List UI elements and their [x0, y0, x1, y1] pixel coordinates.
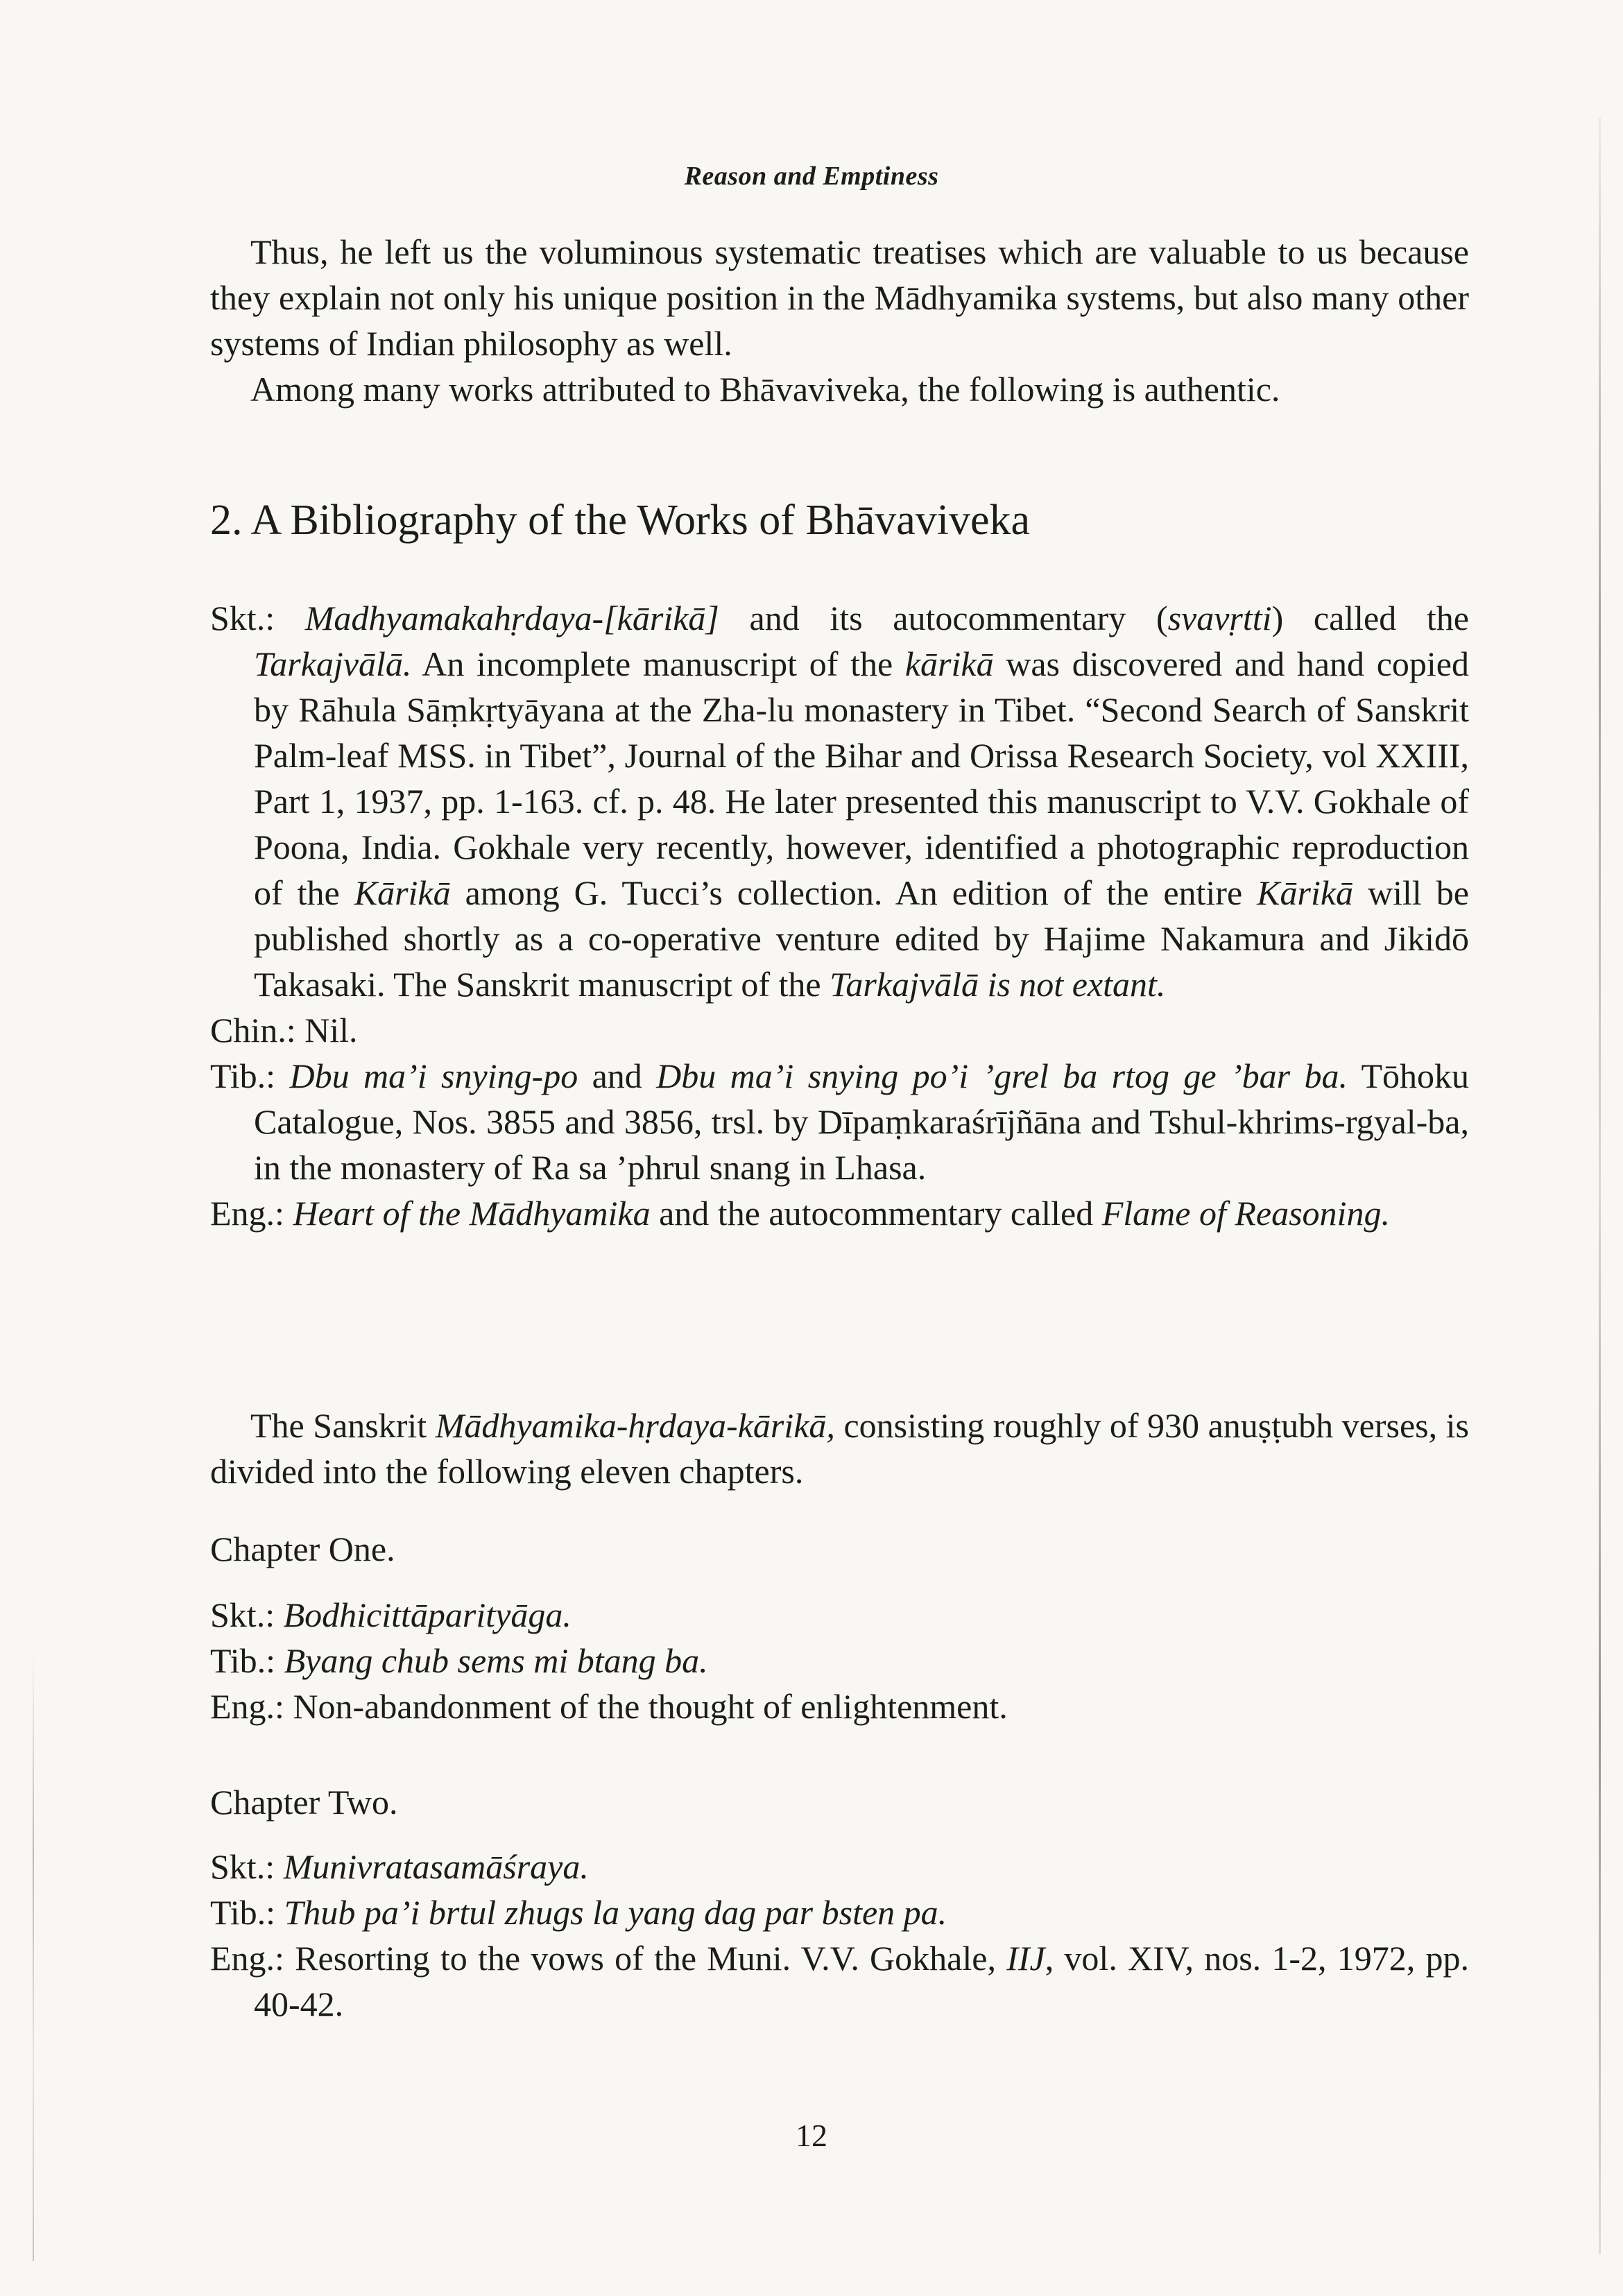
- skt-label: Skt.:: [210, 599, 275, 637]
- chapter-one-tib: [210, 1638, 1469, 1684]
- chapter-one-title: Chapter One.: [210, 1530, 395, 1568]
- skt-tarkajvala: Tarkajvālā.: [254, 644, 412, 683]
- intro-block: [210, 229, 1469, 412]
- tib-rest: Tōhoku Catalogue, Nos. 3855 and 3856, trsl. by Dīpaṃkaraśrījñāna and Tshul-khrims-rgyal-ba, in the monastery of Ra sa ’phrul snang in Lhasa.: [254, 1056, 1470, 1187]
- skt-karika-3: Kārikā: [1257, 873, 1354, 912]
- eng-title-1: Heart of the Mādhyamika: [293, 1194, 651, 1233]
- chapter-two-skt-label: Skt.:: [210, 1847, 275, 1886]
- skt-title: Madhyamakahṛdaya-[kārikā]: [304, 599, 719, 637]
- chapter-two-eng-journal: IIJ: [1006, 1939, 1045, 1978]
- skt-text-3: An incomplete manuscript of the: [411, 644, 905, 683]
- chapter-one-eng-text: Non-abandonment of the thought of enlightenment.: [293, 1687, 1008, 1726]
- chapter-one-skt: [210, 1592, 1469, 1638]
- bib-entry-chin: [210, 1007, 1469, 1053]
- chapter-one-tib-title: Byang chub sems mi btang ba.: [284, 1641, 708, 1680]
- chapter-one-skt-title: Bodhicittāparityāga.: [283, 1595, 572, 1634]
- tib-title-2: Dbu ma’i snying po’i ’grel ba rtog ge ’bar ba.: [656, 1056, 1348, 1095]
- skt-text-4: was discovered and hand copied by Rāhula Sāṃkṛtyāyana at the Zha-lu monastery in Tibet. “Second Search of Sanskrit Palm-leaf MSS. in Tibet”, Journal of the Bihar and Orissa Research Society, vol XXIII, Part 1, 1937, pp. 1-163. cf. p. 48. He later presented this manuscript to V.V. Gokhale of Poona, India. Gokhale very recently, however, identified a photographic reproduction of the: [254, 644, 1469, 912]
- eng-label: Eng.:: [210, 1194, 284, 1233]
- chapter-one-entries: [210, 1592, 1469, 1729]
- tib-title-1: Dbu ma’i snying-po: [289, 1056, 578, 1095]
- bib-entry-eng: [210, 1190, 1469, 1236]
- chapter-one-tib-label: Tib.:: [210, 1641, 276, 1680]
- chapter-two-eng-text-1: Resorting to the vows of the Muni. V.V. Gokhale,: [295, 1939, 1007, 1978]
- summary-text-2: consisting roughly of 930 anuṣṭubh verses, is divided into the following eleven chapters.: [210, 1406, 1469, 1491]
- bibliography-block: [210, 595, 1469, 1236]
- intro-paragraph-2: Among many works attributed to Bhāvaviveka, the following is authentic.: [250, 370, 1280, 409]
- skt-end-italic: Tarkajvālā is not extant.: [830, 965, 1166, 1004]
- scan-edge-right: [1599, 118, 1601, 2254]
- chapter-two-entries: [210, 1844, 1469, 2027]
- summary-block: [210, 1403, 1469, 1494]
- chapter-one-eng-label: Eng.:: [210, 1687, 284, 1726]
- bib-entry-skt: [210, 595, 1469, 1007]
- chin-label: Chin.:: [210, 1011, 296, 1050]
- chapter-one-block: [210, 1526, 1469, 1572]
- skt-svavrtti: svavṛtti: [1167, 599, 1272, 637]
- summary-text-1: The Sanskrit: [250, 1406, 436, 1445]
- page-number: 12: [796, 2118, 827, 2153]
- chapter-two-skt-title: Munivratasamāśraya.: [283, 1847, 589, 1886]
- chapter-two-eng-label: Eng.:: [210, 1939, 284, 1978]
- chapter-two-tib-title: Thub pa’i brtul zhugs la yang dag par bsten pa.: [284, 1893, 947, 1932]
- tib-label: Tib.:: [210, 1056, 276, 1095]
- eng-title-2: Flame of Reasoning.: [1101, 1194, 1390, 1233]
- intro-paragraph-1: Thus, he left us the voluminous systematic treatises which are valuable to us because they explain not only his unique position in the Mādhyamika systems, but also many other systems of Indian philosophy as well.: [210, 232, 1469, 363]
- chapter-two-eng: [210, 1935, 1469, 2027]
- chapter-one-eng: [210, 1684, 1469, 1729]
- summary-title: Mādhyamika-hṛdaya-kārikā,: [435, 1406, 835, 1445]
- skt-karika-2: Kārikā: [354, 873, 451, 912]
- chapter-two-tib: [210, 1890, 1469, 1935]
- bib-entry-tib: [210, 1053, 1469, 1190]
- chapter-two-skt: [210, 1844, 1469, 1890]
- chapter-two-tib-label: Tib.:: [210, 1893, 276, 1932]
- scan-edge-left: [33, 1651, 34, 2261]
- section-heading: 2. A Bibliography of the Works of Bhāvaviveka: [210, 497, 1031, 544]
- chapter-one-skt-label: Skt.:: [210, 1595, 275, 1634]
- running-head: Reason and Emptiness: [684, 162, 939, 191]
- skt-text-6: will be published shortly as a co-operative venture edited by Hajime Nakamura and Jikidō Takasaki. The Sanskrit manuscript of the: [254, 873, 1470, 1004]
- skt-text-1: and its autocommentary (: [719, 599, 1168, 637]
- skt-karika: kārikā: [904, 644, 994, 683]
- chin-text: Nil.: [295, 1011, 358, 1050]
- chapter-two-block: [210, 1779, 1469, 1825]
- summary-paragraph: [210, 1403, 1469, 1494]
- eng-mid: and the autocommentary called: [650, 1194, 1102, 1233]
- skt-text-5: among G. Tucci’s collection. An edition of the entire: [450, 873, 1257, 912]
- chapter-two-title: Chapter Two.: [210, 1783, 398, 1822]
- chapter-two-eng-text-2: , vol. XIV, nos. 1-2, 1972, pp. 40-42.: [254, 1939, 1470, 2023]
- tib-and: and: [578, 1056, 657, 1095]
- skt-text-2: ) called the: [1271, 599, 1469, 637]
